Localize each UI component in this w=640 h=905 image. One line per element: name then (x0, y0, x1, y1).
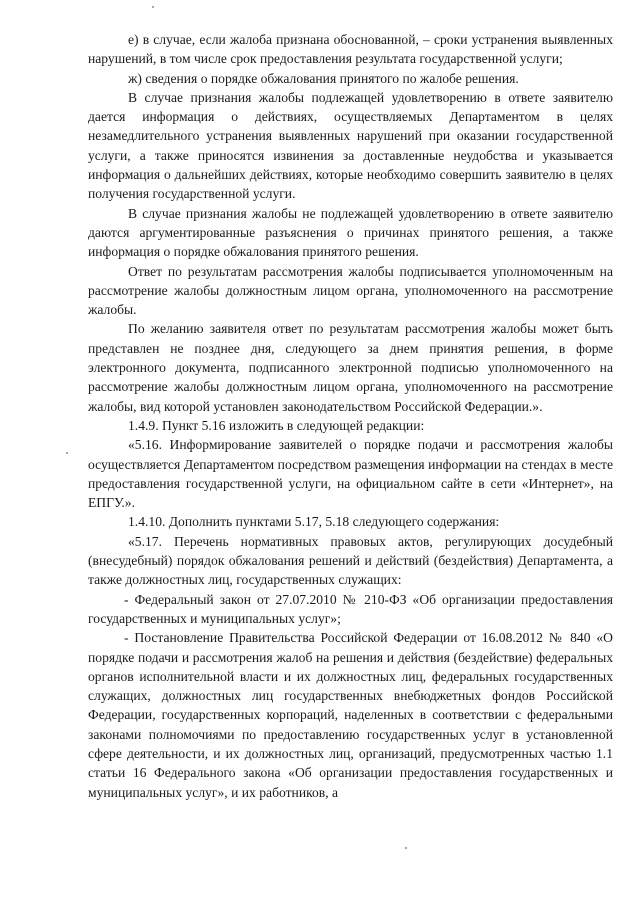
document-body (88, 30, 613, 802)
scan-speck (405, 847, 407, 849)
list-item-zh: ж) сведения о порядке обжалования принятого по жалобе решения. (128, 70, 519, 86)
scan-speck (66, 452, 68, 454)
clause-5-16: «5.16. Информирование заявителей о порядке подачи и рассмотрения жалобы осуществляется Департаментом посредством размещения информации на стендах в месте предоставления государственной услуги, на официальном сайте в сети «Интернет», на ЕПГУ.». (88, 437, 613, 511)
amendment-1-4-9: 1.4.9. Пункт 5.16 изложить в следующей редакции: (128, 417, 425, 433)
amendment-1-4-10: 1.4.10. Дополнить пунктами 5.17, 5.18 следующего содержания: (128, 514, 500, 530)
list-item-e: е) в случае, если жалоба признана обоснованной, – сроки устранения выявленных нарушений, в том числе срок предоставления результата государственной услуги; (88, 32, 613, 67)
paragraph-complaint-satisfied: В случае признания жалобы подлежащей удовлетворению в ответе заявителю дается информация о действиях, осуществляемых Департаментом в целях незамедлительного устранения выявленных нарушений при оказании государственной услуги, а также приносятся извинения за доставленные неудобства и указывается информация о дальнейших действиях, которые необходимо совершить заявителю в целях получения государственной услуги. (88, 89, 613, 202)
legal-act-item: - Федеральный закон от 27.07.2010 № 210-ФЗ «Об организации предоставления государственных и муниципальных услуг»; (88, 591, 613, 626)
paragraph-complaint-rejected: В случае признания жалобы не подлежащей удовлетворению в ответе заявителю даются аргументированные разъяснения о причинах принятого решения, а также информация о порядке обжалования принятого решения. (88, 205, 613, 260)
scan-speck (152, 6, 154, 8)
paragraph-response-signature: Ответ по результатам рассмотрения жалобы подписывается уполномоченным на рассмотрение жалобы должностным лицом органа, уполномоченного на рассмотрение жалобы. (88, 263, 613, 318)
clause-5-17: «5.17. Перечень нормативных правовых актов, регулирующих досудебный (внесудебный) порядок обжалования решений и действий (бездействия) Департамента, а также должностных лиц, государственных служащих: (88, 533, 613, 588)
paragraph-electronic-response: По желанию заявителя ответ по результатам рассмотрения жалобы может быть представлен не позднее дня, следующего за днем принятия решения, в форме электронного документа, подписанного электронной подписью уполномоченного на рассмотрение жалобы должностным лицом органа, уполномоченного на рассмотрение жалобы, вид которой установлен законодательством Российской Федерации.». (88, 321, 613, 414)
legal-act-item: - Постановление Правительства Российской Федерации от 16.08.2012 № 840 «О порядке подачи и рассмотрения жалоб на решения и действия (бездействие) федеральных органов исполнительной власти и их должностных лиц, федеральных государственных служащих, должностных лиц государственных внебюджетных фондов Российской Федерации, государственных корпораций, наделенных в соответствии с федеральными законами полномочиями по предоставлению государственных услуг в установленной сфере деятельности, и их должностных лиц, организаций, предусмотренных частью 1.1 статьи 16 Федерального закона «Об организации предоставления государственных и муниципальных услуг», и их работников, а (88, 630, 613, 800)
